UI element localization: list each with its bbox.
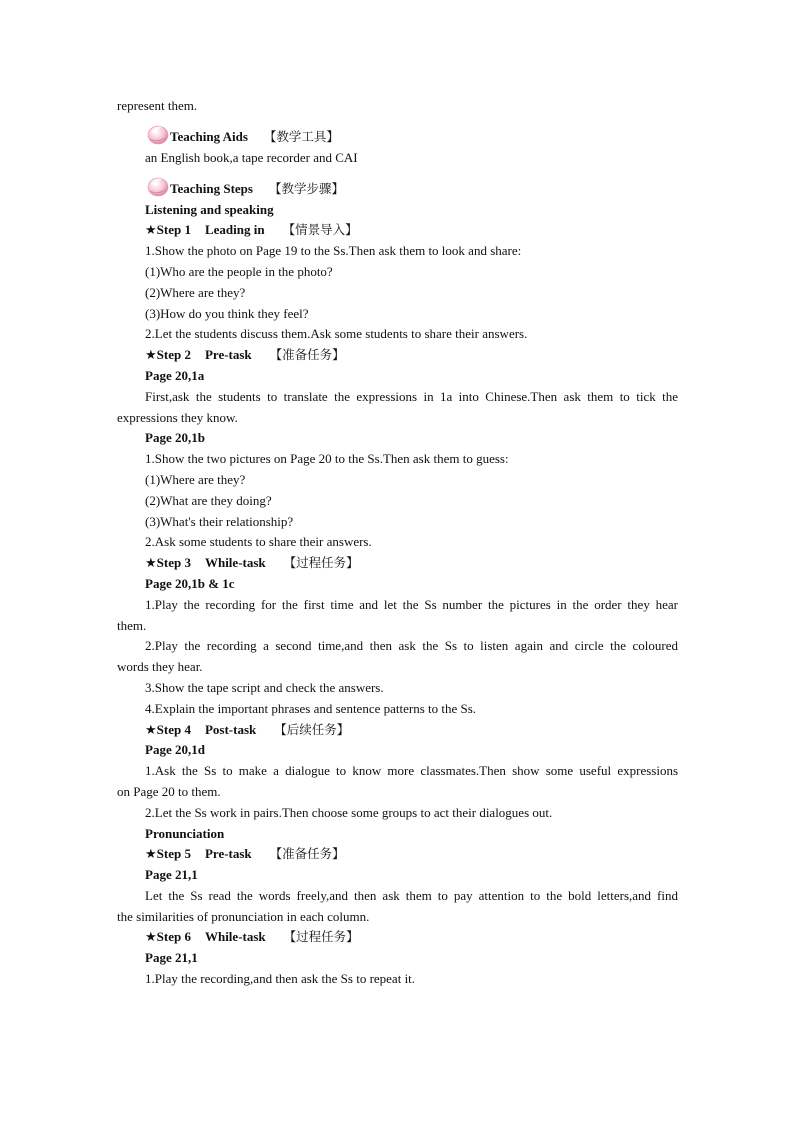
paragraph-line: 1.Show the two pictures on Page 20 to the Ss.Then ask them to guess: [145, 451, 509, 467]
step-label: Step 6 [156, 929, 191, 945]
question-line: (1)Where are they? [145, 471, 246, 487]
paragraph-line: First,ask the students to translate the expressions in 1a into Chinese.Then ask them to tick the [145, 388, 678, 404]
paragraph-line: them. [117, 617, 147, 633]
page-reference: Page 20,1a [145, 367, 205, 383]
paragraph-line: words they hear. [117, 659, 203, 675]
step-title-cn: 【过程任务】 [283, 555, 359, 571]
teaching-steps-title: Teaching Steps [170, 180, 253, 196]
paragraph-line: expressions they know. [117, 409, 238, 425]
step-4-heading [117, 720, 678, 741]
paragraph-line: 2.Ask some students to share their answers. [145, 534, 372, 550]
step-1-heading [117, 220, 678, 241]
section-pronunciation: Pronunciation [145, 825, 225, 841]
page-reference: Page 21,1 [145, 950, 198, 966]
paragraph-line: 1.Ask the Ss to make a dialogue to know more classmates.Then show some useful expressions [145, 763, 678, 779]
paragraph-line: on Page 20 to them. [117, 783, 221, 799]
step-title-cn: 【后续任务】 [274, 721, 350, 737]
star-icon: ★ [145, 722, 157, 738]
star-icon: ★ [145, 847, 157, 863]
teaching-aids-title-cn: 【教学工具】 [263, 128, 339, 144]
step-6-heading [117, 927, 678, 948]
paragraph-line: 2.Play the recording a second time,and then ask the Ss to listen again and circle the coloured [145, 638, 678, 654]
paragraph-line: 2.Let the Ss work in pairs.Then choose some groups to act their dialogues out. [145, 804, 553, 820]
question-line: (3)How do you think they feel? [145, 305, 309, 321]
question-line: (1)Who are the people in the photo? [145, 263, 333, 279]
document-body [117, 96, 678, 990]
paragraph-line: Let the Ss read the words freely,and then ask them to pay attention to the bold letters,and find [145, 887, 678, 903]
step-5-heading [117, 844, 678, 865]
step-title-cn: 【准备任务】 [269, 846, 345, 862]
step-label: Step 5 [156, 846, 191, 862]
star-icon: ★ [145, 348, 157, 364]
page-reference: Page 20,1b & 1c [145, 575, 235, 591]
teaching-steps-title-cn: 【教学步骤】 [268, 180, 344, 196]
step-label: Step 2 [156, 347, 191, 363]
paragraph-line: 3.Show the tape script and check the answers. [145, 679, 384, 695]
step-title: While-task [204, 929, 266, 945]
step-title: While-task [204, 555, 266, 571]
teaching-aids-text: an English book,a tape recorder and CAI [145, 149, 358, 165]
paragraph-line: 1.Show the photo on Page 19 to the Ss.Then ask them to look and share: [145, 243, 522, 259]
step-title: Leading in [204, 222, 265, 238]
teaching-aids-heading [117, 117, 678, 148]
question-line: (3)What's their relationship? [145, 513, 294, 529]
step-title: Pre-task [204, 846, 252, 862]
star-icon: ★ [145, 556, 157, 572]
paragraph-line: 4.Explain the important phrases and sentence patterns to the Ss. [145, 700, 477, 716]
teaching-steps-heading [117, 169, 678, 200]
page-reference: Page 21,1 [145, 867, 198, 883]
step-label: Step 3 [156, 555, 191, 571]
step-3-heading [117, 553, 678, 574]
step-2-heading [117, 345, 678, 366]
star-icon: ★ [145, 930, 157, 946]
step-title-cn: 【过程任务】 [283, 929, 359, 945]
page-reference: Page 20,1d [145, 742, 205, 758]
teaching-aids-title: Teaching Aids [170, 128, 248, 144]
page-reference: Page 20,1b [145, 430, 205, 446]
step-label: Step 1 [156, 222, 191, 238]
paragraph-line: 1.Play the recording for the first time and let the Ss number the pictures in the order they hear [145, 596, 678, 612]
paragraph-line: 1.Play the recording,and then ask the Ss to repeat it. [145, 971, 416, 987]
question-line: (2)What are they doing? [145, 492, 272, 508]
step-title: Pre-task [204, 347, 252, 363]
question-line: (2)Where are they? [145, 284, 246, 300]
paragraph-line: the similarities of pronunciation in each column. [117, 908, 370, 924]
intro-tail: represent them. [117, 98, 198, 113]
section-listening: Listening and speaking [145, 201, 274, 217]
step-title-cn: 【准备任务】 [269, 347, 345, 363]
paragraph-line: 2.Let the students discuss them.Ask some students to share their answers. [145, 326, 528, 342]
step-label: Step 4 [156, 721, 191, 737]
star-icon: ★ [145, 223, 157, 239]
step-title: Post-task [204, 721, 257, 737]
step-title-cn: 【情景导入】 [282, 222, 358, 238]
